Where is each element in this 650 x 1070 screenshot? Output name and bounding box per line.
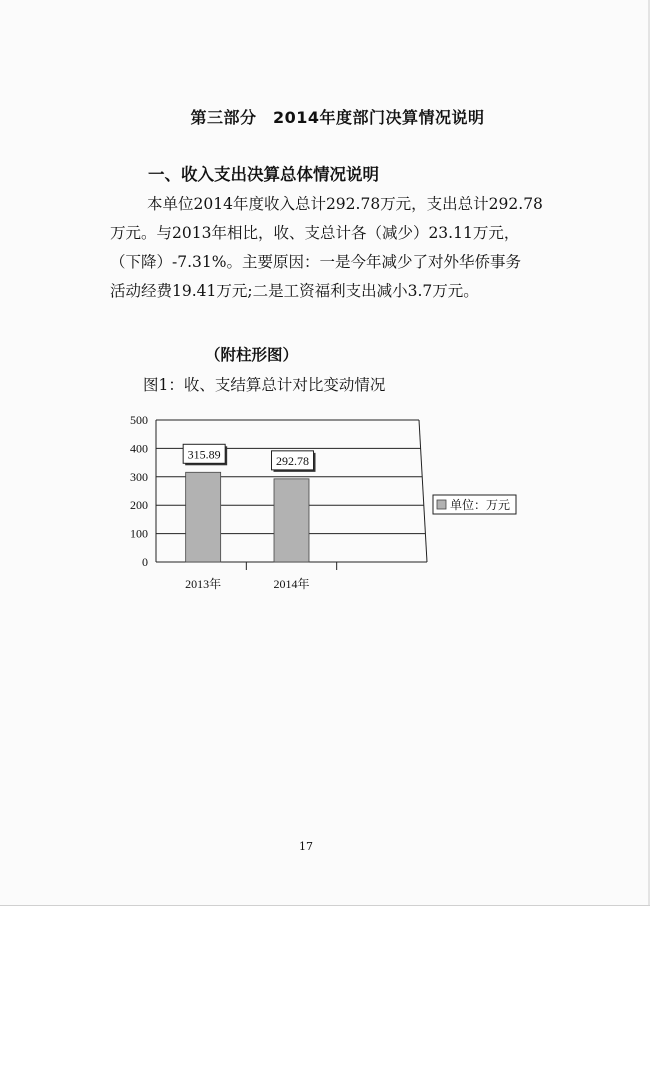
data-label: 315.89 [187, 447, 221, 462]
x-tick-label: 2013年 [185, 577, 222, 591]
y-tick-label: 200 [130, 498, 148, 513]
paragraph-line: 活动经费19.41万元;二是工资福利支出减小3.7万元。 [110, 282, 479, 300]
bar [274, 479, 309, 562]
chart-note: （附柱形图） [205, 346, 299, 364]
bar-chart [100, 400, 540, 600]
y-tick-label: 400 [130, 441, 148, 456]
y-tick-label: 500 [130, 413, 148, 427]
y-tick-label: 300 [130, 469, 148, 484]
paragraph-line: 本单位2014年度收入总计292.78万元，支出总计292.78 [147, 195, 543, 213]
data-label: 292.78 [276, 453, 309, 468]
body-paragraph [110, 190, 555, 306]
page-number: 17 [299, 840, 313, 853]
legend-label: 单位：万元 [450, 498, 511, 512]
y-tick-label: 100 [130, 526, 148, 541]
y-tick-label: 0 [142, 555, 148, 569]
page-title: 第三部分 2014年度部门决算情况说明 [190, 108, 485, 127]
legend-swatch [437, 500, 446, 509]
x-tick-label: 2014年 [273, 577, 310, 591]
paragraph-line: 万元。与2013年相比，收、支总计各（减少）23.11万元， [110, 224, 520, 242]
bar [186, 472, 221, 562]
plot-right-edge [419, 420, 427, 562]
paragraph-line: （下降）-7.31%。主要原因：一是今年减少了对外华侨事务 [110, 253, 521, 271]
figure-caption: 图1：收、支结算总计对比变动情况 [143, 376, 386, 394]
section-heading: 一、收入支出决算总体情况说明 [148, 165, 379, 184]
